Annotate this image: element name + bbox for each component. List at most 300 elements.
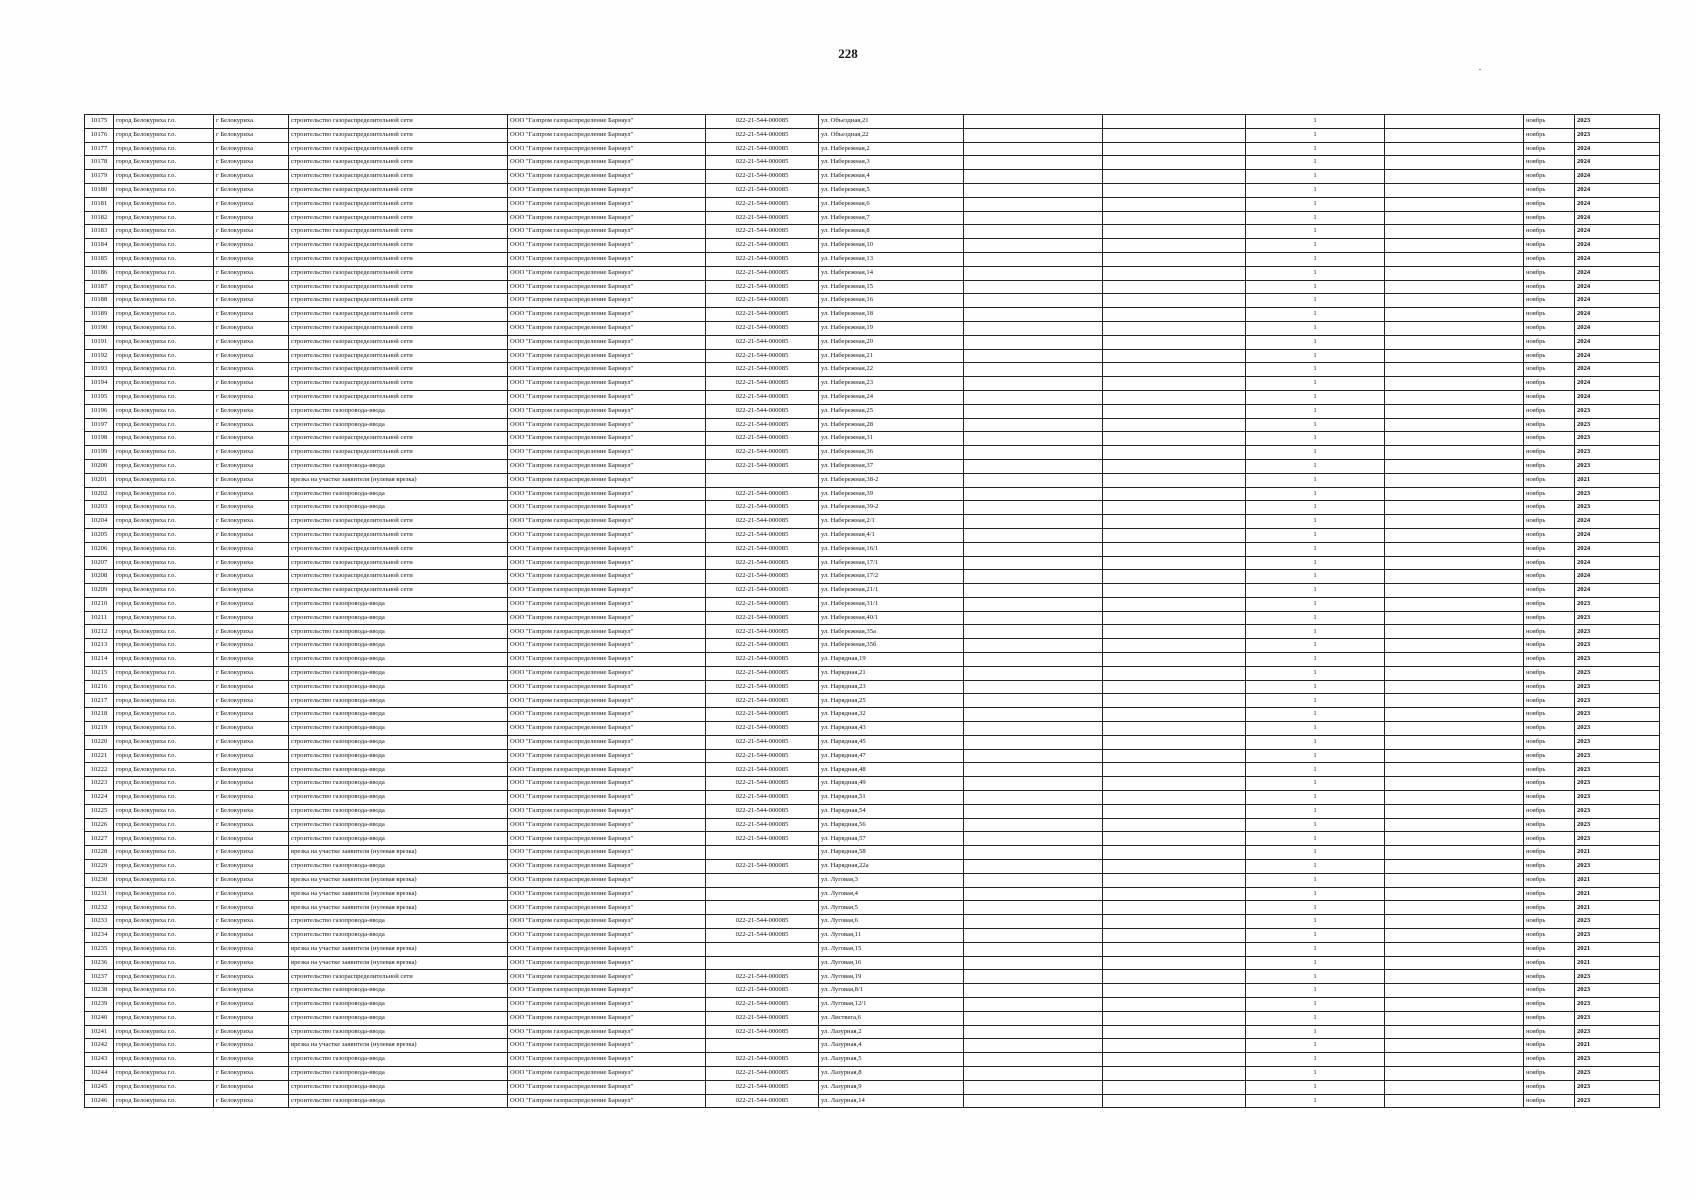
empty-cell [1103, 901, 1246, 915]
table-row [85, 956, 1660, 970]
empty-cell [964, 1039, 1103, 1053]
empty-cell [1385, 722, 1524, 736]
program-code-cell: 022-21-544-000085 [706, 625, 819, 639]
quantity-cell: 1 [1246, 459, 1385, 473]
empty-cell [964, 970, 1103, 984]
empty-cell [1103, 432, 1246, 446]
empty-cell [964, 625, 1103, 639]
work-type-cell: строительство газораспределительной сети [289, 377, 508, 391]
work-type-cell: строительство газораспределительной сети [289, 142, 508, 156]
quantity-cell: 1 [1246, 611, 1385, 625]
address-cell: ул. Набережная,15 [819, 280, 964, 294]
municipality-cell: город Белокуриха г.о. [114, 308, 214, 322]
organization-cell: ООО "Газпром газораспределение Барнаул" [508, 294, 706, 308]
empty-cell [1385, 625, 1524, 639]
empty-cell [964, 873, 1103, 887]
table-row [85, 321, 1660, 335]
year-cell: 2023 [1575, 128, 1660, 142]
organization-cell: ООО "Газпром газораспределение Барнаул" [508, 473, 706, 487]
settlement-cell: г Белокуриха [214, 542, 289, 556]
municipality-cell: город Белокуриха г.о. [114, 459, 214, 473]
empty-cell [1103, 597, 1246, 611]
settlement-cell: г Белокуриха [214, 446, 289, 460]
address-cell: ул. Набережная,17/2 [819, 570, 964, 584]
program-code-cell: 022-21-544-000085 [706, 280, 819, 294]
settlement-cell: г Белокуриха [214, 1011, 289, 1025]
row-number-cell: 10245 [85, 1080, 114, 1094]
month-cell: ноябрь [1524, 335, 1575, 349]
empty-cell [1103, 680, 1246, 694]
work-type-cell: строительство газораспределительной сети [289, 266, 508, 280]
organization-cell: ООО "Газпром газораспределение Барнаул" [508, 680, 706, 694]
empty-cell [1103, 197, 1246, 211]
empty-cell [964, 556, 1103, 570]
month-cell: ноябрь [1524, 639, 1575, 653]
program-code-cell: 022-21-544-000085 [706, 252, 819, 266]
municipality-cell: город Белокуриха г.о. [114, 528, 214, 542]
row-number-cell: 10237 [85, 970, 114, 984]
organization-cell: ООО "Газпром газораспределение Барнаул" [508, 418, 706, 432]
row-number-cell: 10233 [85, 915, 114, 929]
settlement-cell: г Белокуриха [214, 818, 289, 832]
work-type-cell: строительство газораспределительной сети [289, 570, 508, 584]
empty-cell [1385, 556, 1524, 570]
program-code-cell: 022-21-544-000085 [706, 515, 819, 529]
quantity-cell: 1 [1246, 680, 1385, 694]
program-code-cell: 022-21-544-000085 [706, 349, 819, 363]
quantity-cell: 1 [1246, 653, 1385, 667]
month-cell: ноябрь [1524, 556, 1575, 570]
quantity-cell: 1 [1246, 763, 1385, 777]
municipality-cell: город Белокуриха г.о. [114, 639, 214, 653]
work-type-cell: строительство газопровода-ввода [289, 666, 508, 680]
year-cell: 2024 [1575, 570, 1660, 584]
empty-cell [1103, 956, 1246, 970]
program-code-cell: 022-21-544-000085 [706, 929, 819, 943]
row-number-cell: 10226 [85, 818, 114, 832]
settlement-cell: г Белокуриха [214, 873, 289, 887]
settlement-cell: г Белокуриха [214, 349, 289, 363]
row-number-cell: 10228 [85, 846, 114, 860]
empty-cell [964, 294, 1103, 308]
organization-cell: ООО "Газпром газораспределение Барнаул" [508, 197, 706, 211]
empty-cell [964, 432, 1103, 446]
organization-cell: ООО "Газпром газораспределение Барнаул" [508, 528, 706, 542]
month-cell: ноябрь [1524, 418, 1575, 432]
empty-cell [1385, 804, 1524, 818]
settlement-cell: г Белокуриха [214, 211, 289, 225]
municipality-cell: город Белокуриха г.о. [114, 749, 214, 763]
work-type-cell: строительство газораспределительной сети [289, 115, 508, 129]
empty-cell [1103, 515, 1246, 529]
municipality-cell: город Белокуриха г.о. [114, 363, 214, 377]
program-code-cell: 022-21-544-000085 [706, 1094, 819, 1108]
settlement-cell: г Белокуриха [214, 197, 289, 211]
quantity-cell: 1 [1246, 956, 1385, 970]
organization-cell: ООО "Газпром газораспределение Барнаул" [508, 321, 706, 335]
settlement-cell: г Белокуриха [214, 515, 289, 529]
month-cell: ноябрь [1524, 170, 1575, 184]
work-type-cell: строительство газораспределительной сети [289, 349, 508, 363]
row-number-cell: 10229 [85, 860, 114, 874]
organization-cell: ООО "Газпром газораспределение Барнаул" [508, 818, 706, 832]
year-cell: 2024 [1575, 542, 1660, 556]
quantity-cell: 1 [1246, 666, 1385, 680]
address-cell: ул. Лазурная,9 [819, 1080, 964, 1094]
address-cell: ул. Набережная,4 [819, 170, 964, 184]
row-number-cell: 10199 [85, 446, 114, 460]
empty-cell [1103, 804, 1246, 818]
empty-cell [1103, 308, 1246, 322]
empty-cell [1385, 749, 1524, 763]
quantity-cell: 1 [1246, 170, 1385, 184]
month-cell: ноябрь [1524, 1080, 1575, 1094]
address-cell: ул. Набережная,16/1 [819, 542, 964, 556]
settlement-cell: г Белокуриха [214, 791, 289, 805]
work-type-cell: строительство газопровода-ввода [289, 639, 508, 653]
empty-cell [1385, 349, 1524, 363]
program-code-cell: 022-21-544-000085 [706, 1080, 819, 1094]
program-code-cell: 022-21-544-000085 [706, 211, 819, 225]
year-cell: 2023 [1575, 653, 1660, 667]
quantity-cell: 1 [1246, 1039, 1385, 1053]
municipality-cell: город Белокуриха г.о. [114, 735, 214, 749]
quantity-cell: 1 [1246, 487, 1385, 501]
program-code-cell: 022-21-544-000085 [706, 777, 819, 791]
row-number-cell: 10193 [85, 363, 114, 377]
row-number-cell: 10243 [85, 1053, 114, 1067]
month-cell: ноябрь [1524, 1025, 1575, 1039]
year-cell: 2024 [1575, 335, 1660, 349]
quantity-cell: 1 [1246, 915, 1385, 929]
address-cell: ул. Набережная,16 [819, 294, 964, 308]
organization-cell: ООО "Газпром газораспределение Барнаул" [508, 308, 706, 322]
work-type-cell: строительство газопровода-ввода [289, 708, 508, 722]
address-cell: ул. Луговая,3 [819, 873, 964, 887]
program-code-cell: 022-21-544-000085 [706, 584, 819, 598]
row-number-cell: 10175 [85, 115, 114, 129]
program-code-cell: 022-21-544-000085 [706, 487, 819, 501]
municipality-cell: город Белокуриха г.о. [114, 653, 214, 667]
organization-cell: ООО "Газпром газораспределение Барнаул" [508, 487, 706, 501]
address-cell: ул. Луговая,15 [819, 942, 964, 956]
table-row [85, 115, 1660, 129]
municipality-cell: город Белокуриха г.о. [114, 777, 214, 791]
address-cell: ул. Нарядная,25 [819, 694, 964, 708]
empty-cell [1385, 363, 1524, 377]
quantity-cell: 1 [1246, 266, 1385, 280]
year-cell: 2023 [1575, 1080, 1660, 1094]
empty-cell [964, 308, 1103, 322]
year-cell: 2023 [1575, 459, 1660, 473]
municipality-cell: город Белокуриха г.о. [114, 984, 214, 998]
empty-cell [1385, 611, 1524, 625]
municipality-cell: город Белокуриха г.о. [114, 1053, 214, 1067]
empty-cell [1385, 1080, 1524, 1094]
organization-cell: ООО "Газпром газораспределение Барнаул" [508, 915, 706, 929]
work-type-cell: строительство газопровода-ввода [289, 1080, 508, 1094]
empty-cell [1385, 1094, 1524, 1108]
quantity-cell: 1 [1246, 708, 1385, 722]
work-type-cell: строительство газопровода-ввода [289, 763, 508, 777]
address-cell: ул. Набережная,38-2 [819, 473, 964, 487]
address-cell: ул. Луговая,19 [819, 970, 964, 984]
empty-cell [964, 860, 1103, 874]
empty-cell [1103, 294, 1246, 308]
year-cell: 2024 [1575, 528, 1660, 542]
year-cell: 2023 [1575, 915, 1660, 929]
empty-cell [1103, 446, 1246, 460]
empty-cell [964, 501, 1103, 515]
year-cell: 2024 [1575, 225, 1660, 239]
month-cell: ноябрь [1524, 225, 1575, 239]
empty-cell [1103, 156, 1246, 170]
empty-cell [1103, 1011, 1246, 1025]
month-cell: ноябрь [1524, 722, 1575, 736]
quantity-cell: 1 [1246, 584, 1385, 598]
table-row [85, 998, 1660, 1012]
month-cell: ноябрь [1524, 211, 1575, 225]
empty-cell [1385, 984, 1524, 998]
row-number-cell: 10211 [85, 611, 114, 625]
address-cell: ул. Набережная,20 [819, 335, 964, 349]
municipality-cell: город Белокуриха г.о. [114, 252, 214, 266]
table-row [85, 942, 1660, 956]
empty-cell [964, 611, 1103, 625]
empty-cell [964, 984, 1103, 998]
month-cell: ноябрь [1524, 432, 1575, 446]
municipality-cell: город Белокуриха г.о. [114, 804, 214, 818]
municipality-cell: город Белокуриха г.о. [114, 1094, 214, 1108]
program-code-cell: 022-21-544-000085 [706, 432, 819, 446]
address-cell: ул. Нарядная,51 [819, 791, 964, 805]
quantity-cell: 1 [1246, 1080, 1385, 1094]
year-cell: 2023 [1575, 432, 1660, 446]
month-cell: ноябрь [1524, 887, 1575, 901]
settlement-cell: г Белокуриха [214, 501, 289, 515]
address-cell: ул. Набережная,39-2 [819, 501, 964, 515]
program-code-cell: 022-21-544-000085 [706, 970, 819, 984]
empty-cell [964, 363, 1103, 377]
row-number-cell: 10218 [85, 708, 114, 722]
municipality-cell: город Белокуриха г.о. [114, 418, 214, 432]
month-cell: ноябрь [1524, 653, 1575, 667]
organization-cell: ООО "Газпром газораспределение Барнаул" [508, 639, 706, 653]
month-cell: ноябрь [1524, 915, 1575, 929]
empty-cell [1103, 915, 1246, 929]
program-code-cell: 022-21-544-000085 [706, 1066, 819, 1080]
settlement-cell: г Белокуриха [214, 432, 289, 446]
empty-cell [1385, 335, 1524, 349]
table-row [85, 818, 1660, 832]
empty-cell [964, 404, 1103, 418]
work-type-cell: строительство газораспределительной сети [289, 211, 508, 225]
table-row [85, 653, 1660, 667]
quantity-cell: 1 [1246, 446, 1385, 460]
month-cell: ноябрь [1524, 515, 1575, 529]
row-number-cell: 10240 [85, 1011, 114, 1025]
month-cell: ноябрь [1524, 818, 1575, 832]
work-type-cell: строительство газораспределительной сети [289, 970, 508, 984]
year-cell: 2023 [1575, 1066, 1660, 1080]
empty-cell [1385, 1025, 1524, 1039]
year-cell: 2023 [1575, 404, 1660, 418]
work-type-cell: строительство газопровода-ввода [289, 680, 508, 694]
program-code-cell: 022-21-544-000085 [706, 542, 819, 556]
month-cell: ноябрь [1524, 942, 1575, 956]
table-row [85, 708, 1660, 722]
settlement-cell: г Белокуриха [214, 1066, 289, 1080]
empty-cell [1385, 653, 1524, 667]
work-type-cell: врезка на участке заявителя (нулевая врезка) [289, 873, 508, 887]
empty-cell [964, 515, 1103, 529]
quantity-cell: 1 [1246, 887, 1385, 901]
municipality-cell: город Белокуриха г.о. [114, 266, 214, 280]
organization-cell: ООО "Газпром газораспределение Барнаул" [508, 611, 706, 625]
organization-cell: ООО "Газпром газораспределение Барнаул" [508, 625, 706, 639]
work-type-cell: врезка на участке заявителя (нулевая врезка) [289, 846, 508, 860]
empty-cell [1103, 777, 1246, 791]
row-number-cell: 10238 [85, 984, 114, 998]
table-row [85, 1053, 1660, 1067]
settlement-cell: г Белокуриха [214, 1039, 289, 1053]
month-cell: ноябрь [1524, 680, 1575, 694]
month-cell: ноябрь [1524, 446, 1575, 460]
empty-cell [1385, 321, 1524, 335]
settlement-cell: г Белокуриха [214, 1053, 289, 1067]
settlement-cell: г Белокуриха [214, 694, 289, 708]
month-cell: ноябрь [1524, 280, 1575, 294]
empty-cell [1103, 846, 1246, 860]
municipality-cell: город Белокуриха г.о. [114, 763, 214, 777]
empty-cell [1385, 487, 1524, 501]
empty-cell [964, 680, 1103, 694]
program-code-cell: 022-21-544-000085 [706, 377, 819, 391]
table-row [85, 294, 1660, 308]
empty-cell [1103, 170, 1246, 184]
settlement-cell: г Белокуриха [214, 170, 289, 184]
empty-cell [964, 597, 1103, 611]
empty-cell [964, 777, 1103, 791]
work-type-cell: строительство газораспределительной сети [289, 280, 508, 294]
table-row [85, 446, 1660, 460]
organization-cell: ООО "Газпром газораспределение Барнаул" [508, 1025, 706, 1039]
empty-cell [1385, 446, 1524, 460]
month-cell: ноябрь [1524, 998, 1575, 1012]
year-cell: 2024 [1575, 349, 1660, 363]
municipality-cell: город Белокуриха г.о. [114, 446, 214, 460]
row-number-cell: 10192 [85, 349, 114, 363]
year-cell: 2023 [1575, 929, 1660, 943]
year-cell: 2024 [1575, 321, 1660, 335]
year-cell: 2021 [1575, 873, 1660, 887]
municipality-cell: город Белокуриха г.о. [114, 377, 214, 391]
settlement-cell: г Белокуриха [214, 942, 289, 956]
address-cell: ул. Набережная,22 [819, 363, 964, 377]
table-row [85, 239, 1660, 253]
settlement-cell: г Белокуриха [214, 363, 289, 377]
work-type-cell: строительство газораспределительной сети [289, 321, 508, 335]
table-row [85, 156, 1660, 170]
organization-cell: ООО "Газпром газораспределение Барнаул" [508, 735, 706, 749]
table-row [85, 459, 1660, 473]
month-cell: ноябрь [1524, 321, 1575, 335]
work-type-cell: строительство газопровода-ввода [289, 915, 508, 929]
organization-cell: ООО "Газпром газораспределение Барнаул" [508, 666, 706, 680]
empty-cell [964, 225, 1103, 239]
empty-cell [1385, 735, 1524, 749]
settlement-cell: г Белокуриха [214, 680, 289, 694]
organization-cell: ООО "Газпром газораспределение Барнаул" [508, 390, 706, 404]
municipality-cell: город Белокуриха г.о. [114, 570, 214, 584]
address-cell: ул. Лазурная,8 [819, 1066, 964, 1080]
empty-cell [1385, 860, 1524, 874]
work-type-cell: строительство газопровода-ввода [289, 818, 508, 832]
address-cell: ул. Лазурная,5 [819, 1053, 964, 1067]
page-number: 228 [838, 46, 858, 61]
program-code-cell: 022-21-544-000085 [706, 197, 819, 211]
empty-cell [964, 1025, 1103, 1039]
quantity-cell: 1 [1246, 556, 1385, 570]
month-cell: ноябрь [1524, 763, 1575, 777]
work-type-cell: строительство газораспределительной сети [289, 128, 508, 142]
settlement-cell: г Белокуриха [214, 183, 289, 197]
organization-cell: ООО "Газпром газораспределение Барнаул" [508, 597, 706, 611]
address-cell: ул. Набережная,4/1 [819, 528, 964, 542]
row-number-cell: 10182 [85, 211, 114, 225]
year-cell: 2023 [1575, 791, 1660, 805]
organization-cell: ООО "Газпром газораспределение Барнаул" [508, 901, 706, 915]
empty-cell [1385, 666, 1524, 680]
empty-cell [964, 956, 1103, 970]
quantity-cell: 1 [1246, 749, 1385, 763]
address-cell: ул. Набережная,40/1 [819, 611, 964, 625]
settlement-cell: г Белокуриха [214, 846, 289, 860]
year-cell: 2024 [1575, 170, 1660, 184]
empty-cell [1385, 252, 1524, 266]
work-type-cell: строительство газопровода-ввода [289, 860, 508, 874]
row-number-cell: 10188 [85, 294, 114, 308]
settlement-cell: г Белокуриха [214, 1025, 289, 1039]
address-cell: ул. Нарядная,32 [819, 708, 964, 722]
empty-cell [1103, 404, 1246, 418]
municipality-cell: город Белокуриха г.о. [114, 501, 214, 515]
year-cell: 2023 [1575, 680, 1660, 694]
month-cell: ноябрь [1524, 1011, 1575, 1025]
quantity-cell: 1 [1246, 252, 1385, 266]
work-type-cell: строительство газораспределительной сети [289, 225, 508, 239]
empty-cell [1103, 473, 1246, 487]
municipality-cell: город Белокуриха г.о. [114, 860, 214, 874]
quantity-cell: 1 [1246, 349, 1385, 363]
municipality-cell: город Белокуриха г.о. [114, 239, 214, 253]
work-type-cell: строительство газораспределительной сети [289, 294, 508, 308]
empty-cell [1385, 211, 1524, 225]
quantity-cell: 1 [1246, 791, 1385, 805]
empty-cell [1103, 639, 1246, 653]
empty-cell [964, 142, 1103, 156]
settlement-cell: г Белокуриха [214, 625, 289, 639]
empty-cell [1385, 1066, 1524, 1080]
organization-cell: ООО "Газпром газораспределение Барнаул" [508, 846, 706, 860]
settlement-cell: г Белокуриха [214, 653, 289, 667]
quantity-cell: 1 [1246, 473, 1385, 487]
empty-cell [1103, 321, 1246, 335]
organization-cell: ООО "Газпром газораспределение Барнаул" [508, 1053, 706, 1067]
address-cell: ул. Набережная,23 [819, 377, 964, 391]
settlement-cell: г Белокуриха [214, 915, 289, 929]
year-cell: 2024 [1575, 156, 1660, 170]
